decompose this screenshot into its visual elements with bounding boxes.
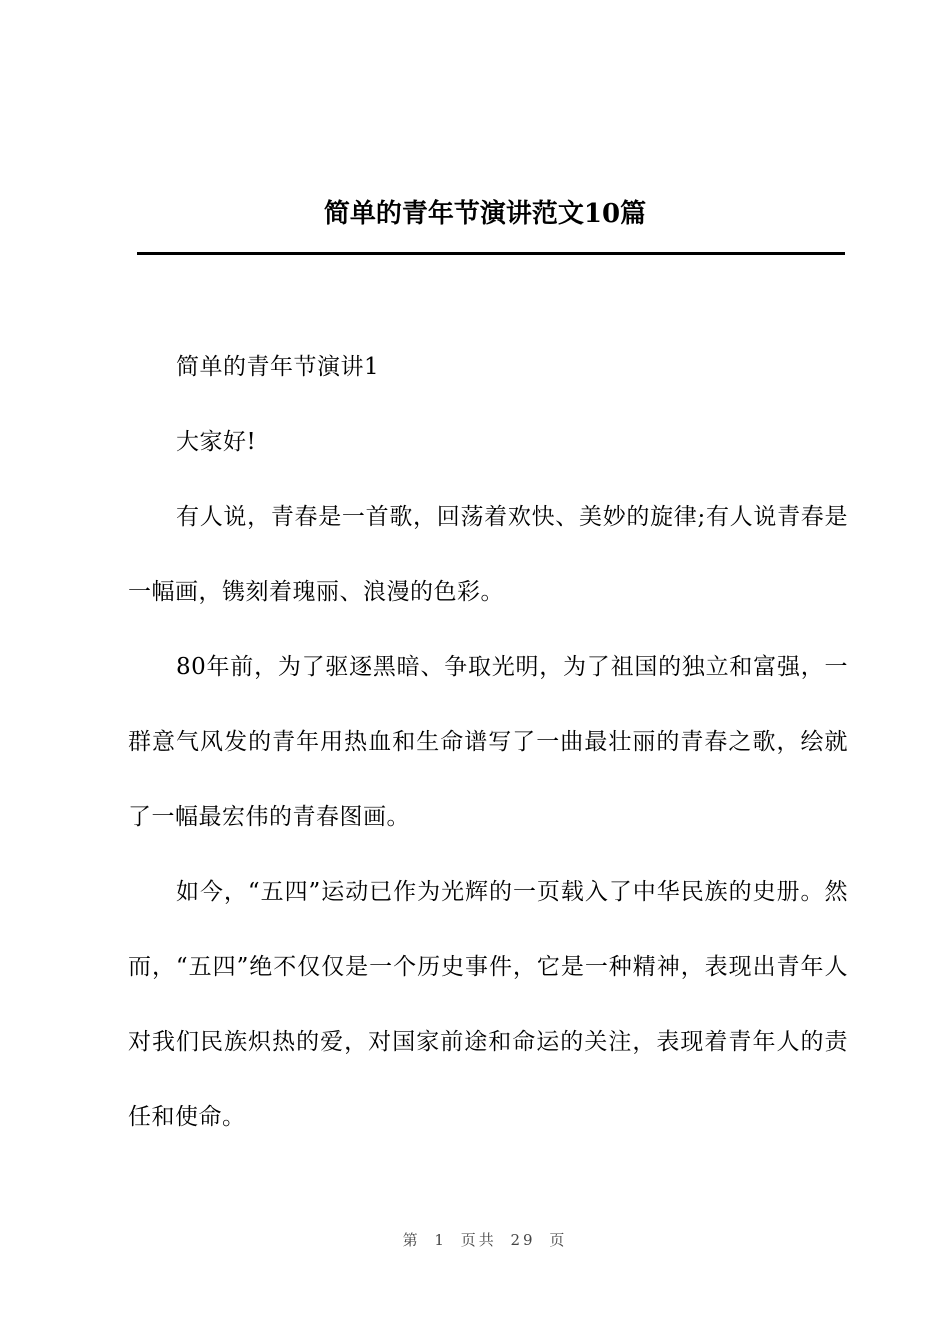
body-paragraph-3: 如今，“五四”运动已作为光辉的一页载入了中华民族的史册。然而，“五四”绝不仅仅是一个历史事件，它是一种精神，表现出青年人对我们民族炽热的爱，对国家前途和命运的关注，表现着青年人的责任和使命。: [128, 879, 848, 1130]
body-paragraph-1: 有人说，青春是一首歌，回荡着欢快、美妙的旋律;有人说青春是一幅画，镌刻着瑰丽、浪漫的色彩。: [128, 504, 848, 605]
greeting-paragraph: 大家好!: [176, 429, 257, 455]
section-heading: 简单的青年节演讲1: [176, 354, 380, 380]
title-underline: [137, 252, 845, 255]
document-title: 简单的青年节演讲范文10篇: [323, 199, 647, 229]
body-paragraph-2: 80年前，为了驱逐黑暗、争取光明，为了祖国的独立和富强，一群意气风发的青年用热血和生命谱写了一曲最壮丽的青春之歌，绘就了一幅最宏伟的青春图画。: [128, 654, 848, 830]
page-number-footer: 第 1 页共 29 页: [402, 1231, 568, 1249]
